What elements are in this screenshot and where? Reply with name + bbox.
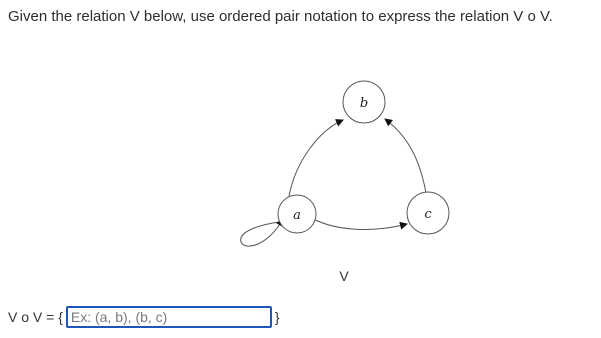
node-a-label: a (293, 208, 301, 223)
answer-input[interactable] (66, 306, 272, 328)
question-text: Given the relation V below, use ordered pair notation to express the relation V o V. (8, 8, 553, 25)
answer-prefix: V o V = { (8, 309, 63, 325)
edge-a-to-c (313, 219, 407, 229)
node-b-label: b (359, 96, 369, 111)
node-c (407, 192, 449, 234)
answer-suffix: } (274, 309, 280, 325)
node-a (278, 195, 316, 233)
edge-a-to-a (241, 219, 283, 246)
edge-a-to-b (289, 120, 343, 196)
answer-row (8, 306, 280, 328)
node-c-label: c (424, 207, 432, 222)
node-b (343, 81, 385, 123)
edge-c-to-b (385, 119, 426, 193)
graph-caption: V (339, 268, 349, 284)
